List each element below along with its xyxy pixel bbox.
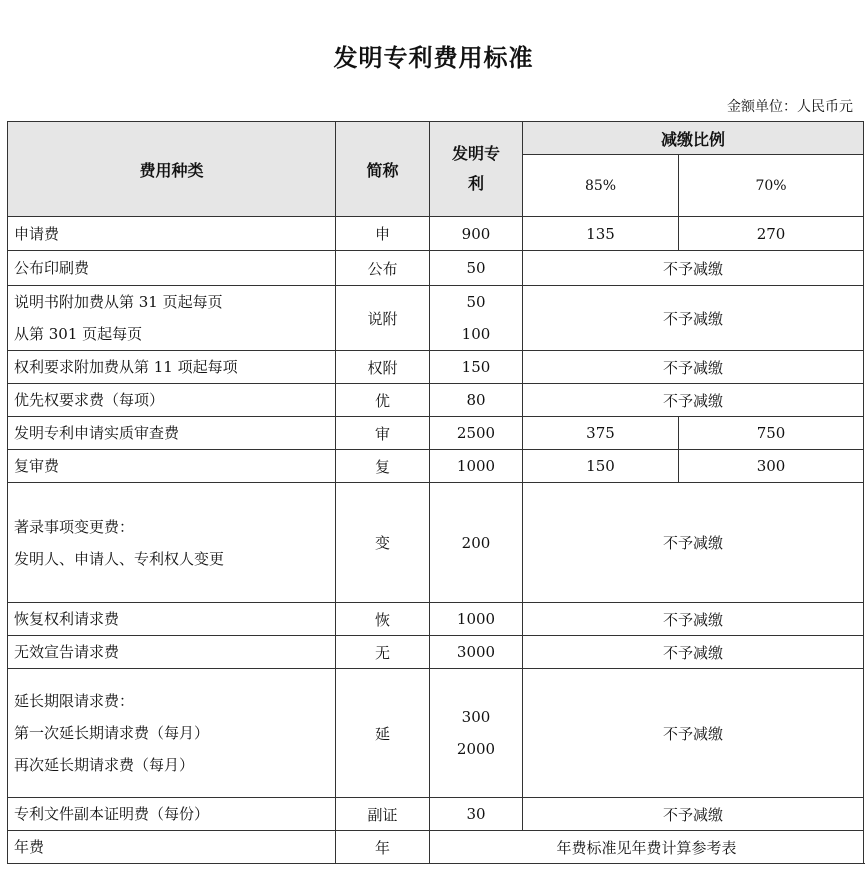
fee-type-line: 无效宣告请求费 bbox=[14, 643, 120, 661]
header-reduction: 减缴比例 bbox=[523, 122, 864, 155]
table-row bbox=[8, 384, 864, 417]
fee-type-cell bbox=[8, 384, 336, 417]
fee-type-cell bbox=[8, 669, 336, 798]
abbr-cell: 年 bbox=[336, 831, 430, 864]
fee-type-line: 发明专利申请实质审查费 bbox=[14, 424, 180, 442]
amount-value: 200 bbox=[461, 533, 491, 552]
amount-value: 80 bbox=[466, 391, 486, 409]
fee-type-cell bbox=[8, 286, 336, 351]
amount-cell bbox=[430, 636, 523, 669]
header-pct70: 70% bbox=[679, 155, 864, 217]
fee-type-cell bbox=[8, 251, 336, 286]
amount-value: 2000 bbox=[456, 740, 496, 758]
table-row bbox=[8, 251, 864, 286]
amount-value: 50 bbox=[466, 259, 486, 277]
amount-value: 50 bbox=[466, 293, 486, 311]
fee-type-line: 再次延长期请求费（每月） bbox=[14, 756, 195, 774]
fee-type-line: 延长期限请求费： bbox=[14, 692, 135, 710]
fee-type-cell bbox=[8, 831, 336, 864]
abbr-cell: 优 bbox=[336, 384, 430, 417]
fee-type-cell bbox=[8, 603, 336, 636]
fee-type-line: 公布印刷费 bbox=[14, 259, 90, 277]
reduction-70-cell: 270 bbox=[679, 217, 864, 251]
table-row bbox=[8, 798, 864, 831]
amount-value: 2500 bbox=[456, 424, 496, 442]
fee-type-cell bbox=[8, 417, 336, 450]
abbr-cell: 复 bbox=[336, 450, 430, 483]
reduction-85-cell: 375 bbox=[523, 417, 679, 450]
abbr-cell: 申 bbox=[336, 217, 430, 251]
amount-cell bbox=[430, 450, 523, 483]
fee-table bbox=[7, 121, 864, 864]
fee-type-line: 专利文件副本证明费（每份） bbox=[14, 805, 210, 823]
fee-type-line: 说明书附加费从第 31 页起每页 bbox=[14, 293, 223, 311]
no-reduction-cell: 不予减缴 bbox=[523, 286, 864, 351]
currency-unit: 金额单位：人民币元 bbox=[727, 99, 853, 115]
reduction-85-cell: 135 bbox=[523, 217, 679, 251]
abbr-cell: 恢 bbox=[336, 603, 430, 636]
annual-fee-note-cell: 年费标准见年费计算参考表 bbox=[430, 831, 864, 864]
amount-value: 1000 bbox=[456, 610, 496, 628]
fee-type-line: 年费 bbox=[14, 838, 45, 856]
abbr-cell: 审 bbox=[336, 417, 430, 450]
amount-value: 30 bbox=[466, 805, 486, 823]
amount-value: 3000 bbox=[456, 643, 496, 661]
fee-type-cell bbox=[8, 217, 336, 251]
reduction-85-cell: 150 bbox=[523, 450, 679, 483]
header-invention-line1: 发明专 bbox=[451, 144, 500, 163]
fee-type-cell bbox=[8, 483, 336, 603]
header-fee-type: 费用种类 bbox=[8, 122, 336, 217]
fee-type-line: 从第 301 页起每页 bbox=[14, 325, 143, 343]
abbr-cell: 公布 bbox=[336, 251, 430, 286]
table-row bbox=[8, 417, 864, 450]
amount-value: 900 bbox=[461, 224, 491, 243]
no-reduction-cell: 不予减缴 bbox=[523, 351, 864, 384]
header-invention-line2: 利 bbox=[467, 174, 484, 193]
amount-value: 100 bbox=[461, 325, 491, 343]
amount-cell bbox=[430, 603, 523, 636]
fee-type-line: 第一次延长期请求费（每月） bbox=[14, 724, 210, 742]
table-row bbox=[8, 831, 864, 864]
amount-cell bbox=[430, 351, 523, 384]
table-row bbox=[8, 450, 864, 483]
no-reduction-cell: 不予减缴 bbox=[523, 798, 864, 831]
fee-type-line: 发明人、申请人、专利权人变更 bbox=[14, 549, 225, 568]
fee-type-line: 申请费 bbox=[14, 224, 60, 243]
fee-table-body bbox=[8, 217, 864, 864]
amount-cell bbox=[430, 669, 523, 798]
fee-type-line: 优先权要求费（每项） bbox=[14, 391, 165, 409]
abbr-cell: 权附 bbox=[336, 351, 430, 384]
reduction-70-cell: 300 bbox=[679, 450, 864, 483]
amount-cell bbox=[430, 417, 523, 450]
amount-cell bbox=[430, 483, 523, 603]
no-reduction-cell: 不予减缴 bbox=[523, 483, 864, 603]
no-reduction-cell: 不予减缴 bbox=[523, 669, 864, 798]
amount-value: 1000 bbox=[456, 457, 496, 475]
header-pct85: 85% bbox=[523, 155, 679, 217]
no-reduction-cell: 不予减缴 bbox=[523, 603, 864, 636]
amount-cell bbox=[430, 798, 523, 831]
table-row bbox=[8, 351, 864, 384]
reduction-70-cell: 750 bbox=[679, 417, 864, 450]
fee-type-line: 权利要求附加费从第 11 项起每项 bbox=[14, 358, 238, 376]
header-invention bbox=[430, 122, 523, 217]
no-reduction-cell: 不予减缴 bbox=[523, 636, 864, 669]
amount-value: 300 bbox=[461, 708, 491, 726]
amount-cell bbox=[430, 384, 523, 417]
header-abbr: 简称 bbox=[336, 122, 430, 217]
page-title: 发明专利费用标准 bbox=[333, 44, 534, 72]
fee-type-cell bbox=[8, 798, 336, 831]
fee-type-line: 恢复权利请求费 bbox=[14, 610, 120, 628]
fee-type-cell bbox=[8, 636, 336, 669]
table-row bbox=[8, 603, 864, 636]
abbr-cell: 副证 bbox=[336, 798, 430, 831]
abbr-cell: 变 bbox=[336, 483, 430, 603]
fee-type-line: 著录事项变更费： bbox=[14, 517, 135, 536]
table-row bbox=[8, 669, 864, 798]
table-row bbox=[8, 286, 864, 351]
abbr-cell: 延 bbox=[336, 669, 430, 798]
fee-type-cell bbox=[8, 351, 336, 384]
table-row bbox=[8, 217, 864, 251]
table-row bbox=[8, 483, 864, 603]
amount-cell bbox=[430, 286, 523, 351]
amount-cell bbox=[430, 217, 523, 251]
no-reduction-cell: 不予减缴 bbox=[523, 384, 864, 417]
abbr-cell: 说附 bbox=[336, 286, 430, 351]
amount-cell bbox=[430, 251, 523, 286]
abbr-cell: 无 bbox=[336, 636, 430, 669]
fee-type-cell bbox=[8, 450, 336, 483]
fee-type-line: 复审费 bbox=[14, 457, 60, 475]
amount-value: 150 bbox=[461, 358, 491, 376]
no-reduction-cell: 不予减缴 bbox=[523, 251, 864, 286]
table-row bbox=[8, 636, 864, 669]
